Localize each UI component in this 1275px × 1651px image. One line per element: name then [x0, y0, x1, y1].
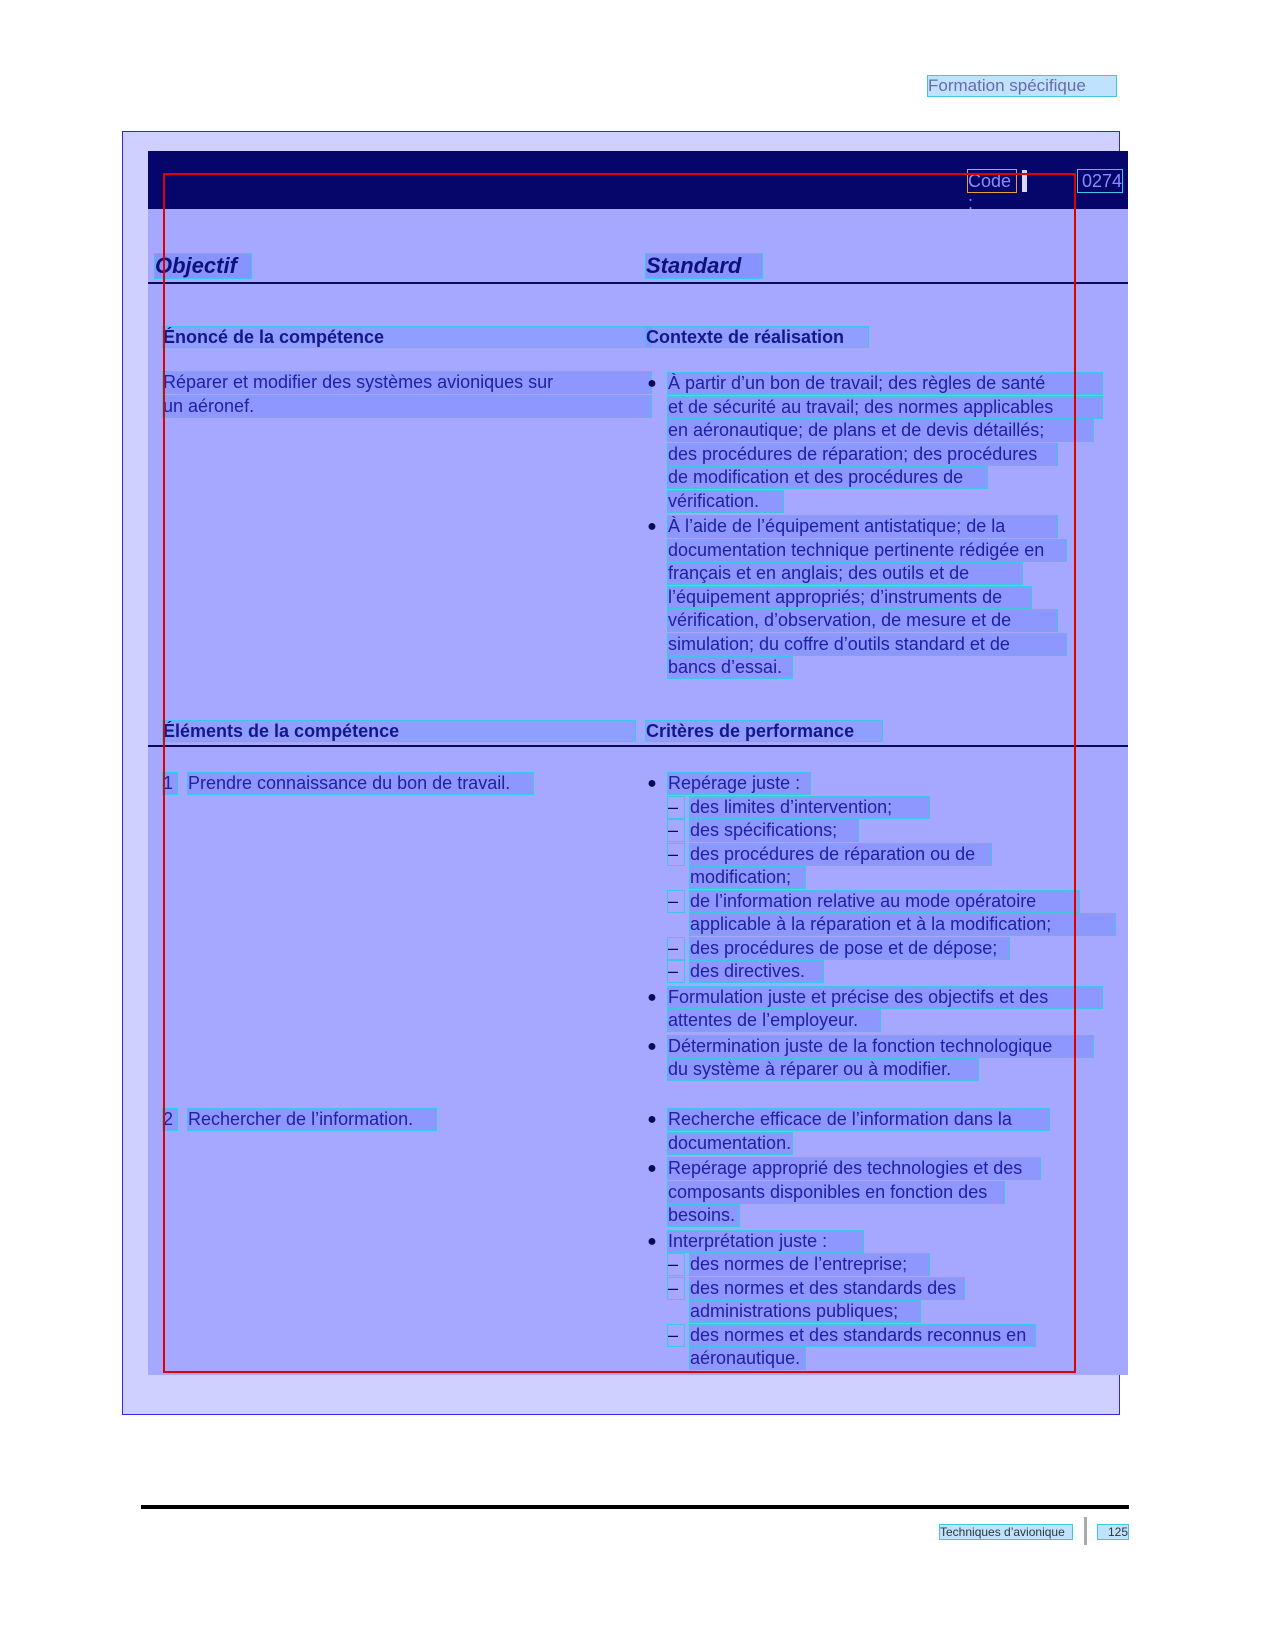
context-line: documentation technique pertinente rédigée en [668, 540, 1066, 561]
context-line: vérification. [668, 491, 783, 512]
dash-icon: – [668, 844, 684, 865]
bullet-icon: ● [647, 1160, 657, 1177]
dash-icon: – [668, 1325, 684, 1346]
sub-criterion-line: des limites d’intervention; [690, 797, 929, 818]
dash-icon: – [668, 797, 684, 818]
selection-frame [163, 173, 1076, 1373]
context-line: À l’aide de l’équipement antistatique; de la [668, 516, 1057, 537]
bullet-icon: ● [647, 1111, 657, 1128]
context-line: français et en anglais; des outils et de [668, 563, 1022, 584]
context-line: l’équipement appropriés; d’instruments de [668, 587, 1031, 608]
context-line: À partir d’un bon de travail; des règles de santé [668, 373, 1102, 394]
sub-criterion-line: aéronautique. [690, 1348, 805, 1369]
sub-criterion-line: des normes et des standards des [690, 1278, 964, 1299]
sub-criterion-line: administrations publiques; [690, 1301, 920, 1322]
context-line: des procédures de réparation; des procédures [668, 444, 1057, 465]
section-title-enonce: Énoncé de la compétence [163, 327, 651, 347]
bullet-icon: ● [647, 1232, 657, 1250]
code-label: Code : [968, 170, 1016, 192]
competence-line: un aéronef. [163, 396, 651, 417]
sub-criterion-line: des directives. [690, 961, 823, 982]
sub-criterion-line: des normes de l’entreprise; [690, 1254, 929, 1275]
criterion-line: besoins. [668, 1205, 739, 1226]
context-line: en aéronautique; de plans et de devis détaillés; [668, 420, 1093, 441]
dash-icon: – [668, 1254, 684, 1275]
sub-criterion-line: de l’information relative au mode opératoire [690, 891, 1079, 912]
context-line: bancs d’essai. [668, 657, 792, 678]
dash-icon: – [668, 961, 684, 982]
section-title-contexte: Contexte de réalisation [646, 327, 868, 347]
dash-icon: – [668, 891, 684, 912]
criterion-line: Repérage approprié des technologies et des [668, 1158, 1040, 1179]
sub-criterion-line: des normes et des standards reconnus en [690, 1325, 1035, 1346]
criterion-line: documentation. [668, 1132, 792, 1153]
dash-icon: – [668, 1278, 684, 1299]
criterion-line: Interprétation juste : [668, 1231, 863, 1252]
section-title-criteres: Critères de performance [646, 721, 882, 741]
sub-criterion-line: des procédures de réparation ou de [690, 844, 991, 865]
column-title-objectif: Objectif [155, 254, 251, 278]
criterion-line: Détermination juste de la fonction technologique [668, 1036, 1093, 1057]
criterion-line: Formulation juste et précise des objectifs et des [668, 987, 1102, 1008]
criterion-line: Recherche efficace de l’information dans la [668, 1109, 1049, 1130]
code-value: 0274 [1078, 170, 1122, 192]
element-number: 1 [163, 773, 177, 794]
context-line: vérification, d’observation, de mesure et de [668, 610, 1057, 631]
dash-icon: – [668, 938, 684, 959]
section-title-elements: Éléments de la compétence [163, 721, 635, 741]
sub-criterion-line: des spécifications; [690, 820, 858, 841]
footer-separator [1084, 1517, 1087, 1545]
element-number: 2 [163, 1109, 177, 1130]
criterion-line: composants disponibles en fonction des [668, 1182, 1004, 1203]
criterion-line: attentes de l’employeur. [668, 1010, 880, 1031]
bullet-icon: ● [647, 988, 657, 1006]
running-head: Formation spécifique [928, 76, 1116, 96]
context-line: de modification et des procédures de [668, 467, 987, 488]
competence-line: Réparer et modifier des systèmes avioniques sur [163, 372, 651, 393]
sub-criterion-line: modification; [690, 867, 805, 888]
footer-rule [141, 1505, 1129, 1509]
footer-title: Techniques d’avionique [940, 1525, 1072, 1539]
element-label: Prendre connaissance du bon de travail. [188, 773, 533, 794]
element-label: Rechercher de l’information. [188, 1109, 436, 1130]
sub-criterion-line: applicable à la réparation et à la modification; [690, 914, 1115, 935]
criterion-line: du système à réparer ou à modifier. [668, 1059, 978, 1080]
bullet-icon: ● [647, 1037, 657, 1055]
column-title-standard: Standard [646, 254, 762, 278]
footer-page-number: 125 [1098, 1525, 1128, 1539]
bullet-icon: ● [647, 775, 657, 792]
bullet-icon: ● [647, 518, 657, 535]
criterion-line: Repérage juste : [668, 773, 810, 794]
dash-icon: – [668, 820, 684, 841]
bullet-icon: ● [647, 375, 657, 392]
sub-criterion-line: des procédures de pose et de dépose; [690, 938, 1009, 959]
context-line: et de sécurité au travail; des normes applicables [668, 397, 1102, 418]
context-line: simulation; du coffre d’outils standard et de [668, 634, 1066, 655]
